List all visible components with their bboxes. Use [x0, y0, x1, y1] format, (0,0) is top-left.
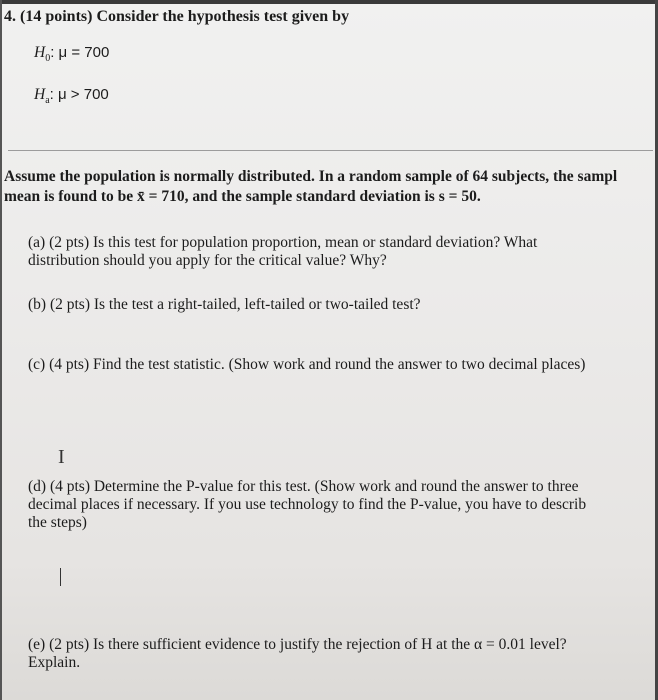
part-b-line-1: (b) (2 pts) Is the test a right-tailed, left-tailed or two-tailed test? — [28, 296, 421, 313]
part-a-line-2: distribution should you apply for the critical value? Why? — [28, 252, 387, 269]
alternative-hypothesis-expression: : μ > 700 — [49, 86, 109, 103]
question-header: 4. (14 points) Consider the hypothesis test given by — [4, 8, 350, 25]
part-a-line-1: (a) (2 pts) Is this test for population proportion, mean or standard deviation? What — [28, 234, 538, 251]
alternative-hypothesis-symbol: H — [34, 86, 46, 103]
part-d-line-1: (d) (4 pts) Determine the P-value for this test. (Show work and round the answer to three — [28, 478, 579, 495]
section-divider — [8, 150, 653, 151]
assumption-line-1: Assume the population is normally distributed. In a random sample of 64 subjects, the sampl — [4, 168, 618, 185]
null-hypothesis-symbol: H — [34, 44, 46, 61]
null-hypothesis-expression: : μ = 700 — [50, 44, 110, 61]
part-d-line-2: decimal places if necessary. If you use technology to find the P-value, you have to describ — [28, 496, 587, 513]
alternative-hypothesis-subscript: a — [45, 95, 50, 107]
null-hypothesis — [34, 44, 109, 64]
text-cursor-ibeam-icon: I — [58, 446, 65, 468]
page-top-edge — [0, 0, 658, 4]
page-left-edge — [0, 0, 2, 700]
assumption-line-2: mean is found to be x̄ = 710, and the sample standard deviation is s = 50. — [4, 188, 481, 205]
alternative-hypothesis — [34, 86, 109, 106]
part-c-line-1: (c) (4 pts) Find the test statistic. (Show work and round the answer to two decimal places) — [28, 356, 586, 373]
part-d-line-3: the steps) — [28, 514, 87, 531]
part-e-line-2: Explain. — [28, 654, 81, 671]
part-e-line-1: (e) (2 pts) Is there sufficient evidence to justify the rejection of H at the α = 0.01 level? — [28, 636, 567, 653]
text-cursor — [60, 568, 61, 586]
null-hypothesis-subscript: 0 — [45, 53, 51, 65]
